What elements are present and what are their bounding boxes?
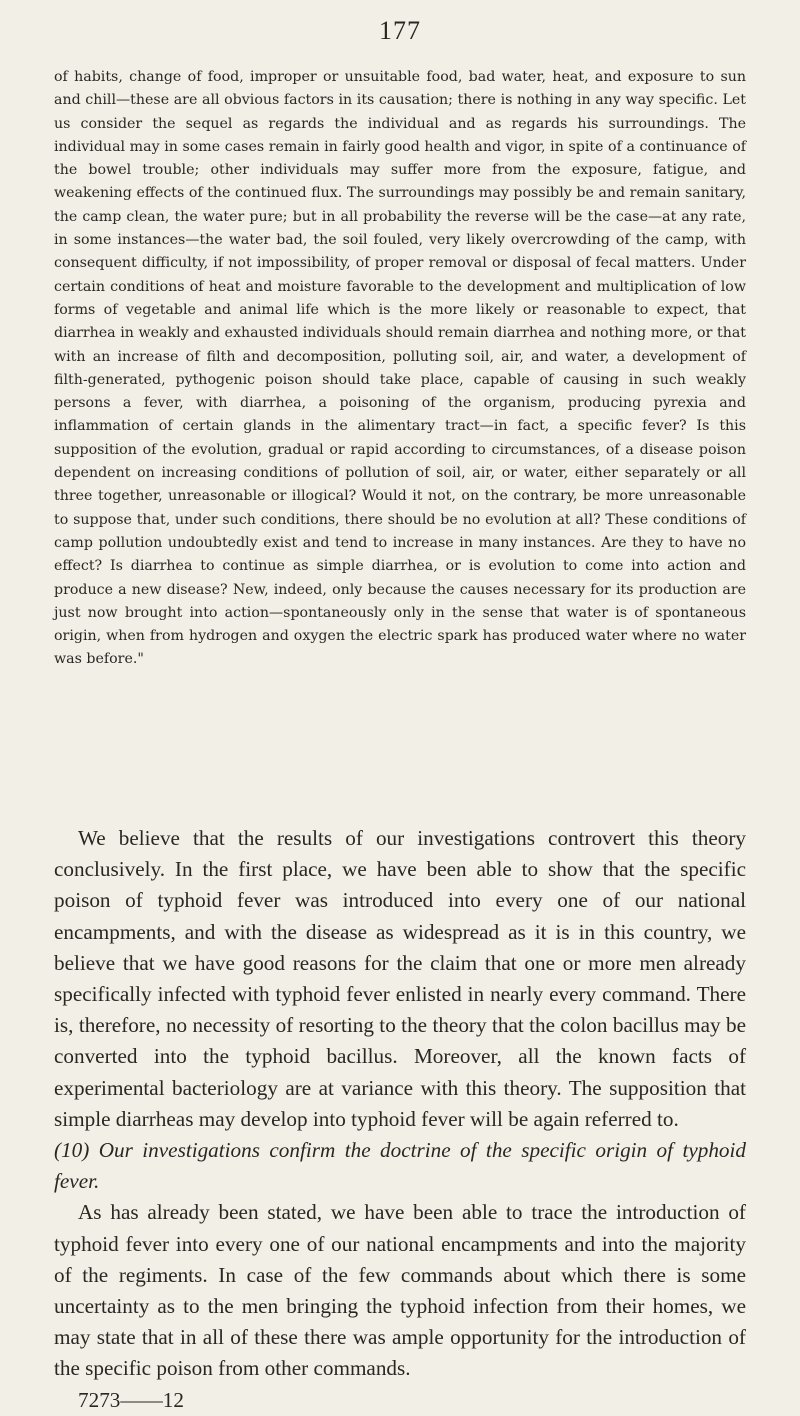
section-number: (10): [54, 1138, 90, 1163]
signature-mark: 7273——12: [78, 1387, 184, 1412]
quoted-passage: [54, 66, 746, 672]
section-title: Our investigations confirm the doctrine of the specific origin of typhoid fever.: [54, 1138, 747, 1194]
main-text: [54, 823, 746, 1416]
quote-paragraph: of habits, change of food, improper or unsuitable food, bad water, heat, and exposure to sun and chill—these are all obvious factors in its causation; there is nothing in any way specific. Let us consider the sequel as regards the individual and as regards his surroundings. The individual may in some cases remain in fairly good health and vigor, in spite of a continuance of the bowel trouble; other individuals may suffer more from the exposure, fatigue, and weakening effects of the continued flux. The surroundings may possibly be and remain sanitary, the camp clean, the water pure; but in all probability the reverse will be the case—at any rate, in some instances—the water bad, the soil fouled, very likely overcrowding of the camp, with consequent difficulty, if not impossibility, of proper removal or disposal of fecal matters. Under certain conditions of heat and moisture favorable to the development and multiplication of low forms of vegetable and animal life which is the more likely or reasonable to expect, that diarrhea in weakly and exhausted individuals should remain diarrhea and nothing more, or that with an increase of filth and decomposition, polluting soil, air, and water, a development of filth-generated, pythogenic poison should take place, capable of causing in such weakly persons a fever, with diarrhea, a poisoning of the organism, producing pyrexia and inflammation of certain glands in the alimentary tract—in fact, a specific fever? Is this supposition of the evolution, gradual or rapid according to circumstances, of a disease poison dependent on increasing conditions of pollution of soil, air, or water, either separately or all three together, unreasonable or illogical? Would it not, on the contrary, be more unreasonable to suppose that, under such conditions, there should be no evolution at all? These conditions of camp pollution undoubtedly exist and tend to increase in many instances. Are they to have no effect? Is diarrhea to continue as simple diarrhea, or is evolution to come into action and produce a new disease? New, indeed, only because the causes necessary for its production are just now brought into action—spontaneously only in the sense that water is of spontaneous origin, when from hydrogen and oxygen the electric spark has produced water where no water was before.": [54, 69, 746, 668]
section-heading: [54, 1135, 746, 1197]
page-number: 177: [379, 16, 421, 45]
paragraph-results: We believe that the results of our investigations controvert this theory conclusively. In the first place, we have been able to show that the specific poison of typhoid fever was introduced into every one of our national encampments, and with the disease as widespread as it is in this country, we believe that we have good reasons for the claim that one or more men already specifically infected with typhoid fever enlisted in nearly every command. There is, therefore, no necessity of resorting to the theory that the colon bacillus may be converted into the typhoid bacillus. Moreover, all the known facts of experimental bacteriology are at variance with this theory. The supposition that simple diarrheas may develop into typhoid fever will be again referred to.: [54, 826, 746, 1131]
paragraph-introduction: As has already been stated, we have been able to trace the introduction of typhoid fever into every one of our national encampments and into the majority of the regiments. In case of the few commands about which there is some uncertainty as to the men bringing the typhoid infection from their homes, we may state that in all of these there was ample opportunity for the introduction of the specific poison from other commands.: [54, 1200, 746, 1381]
